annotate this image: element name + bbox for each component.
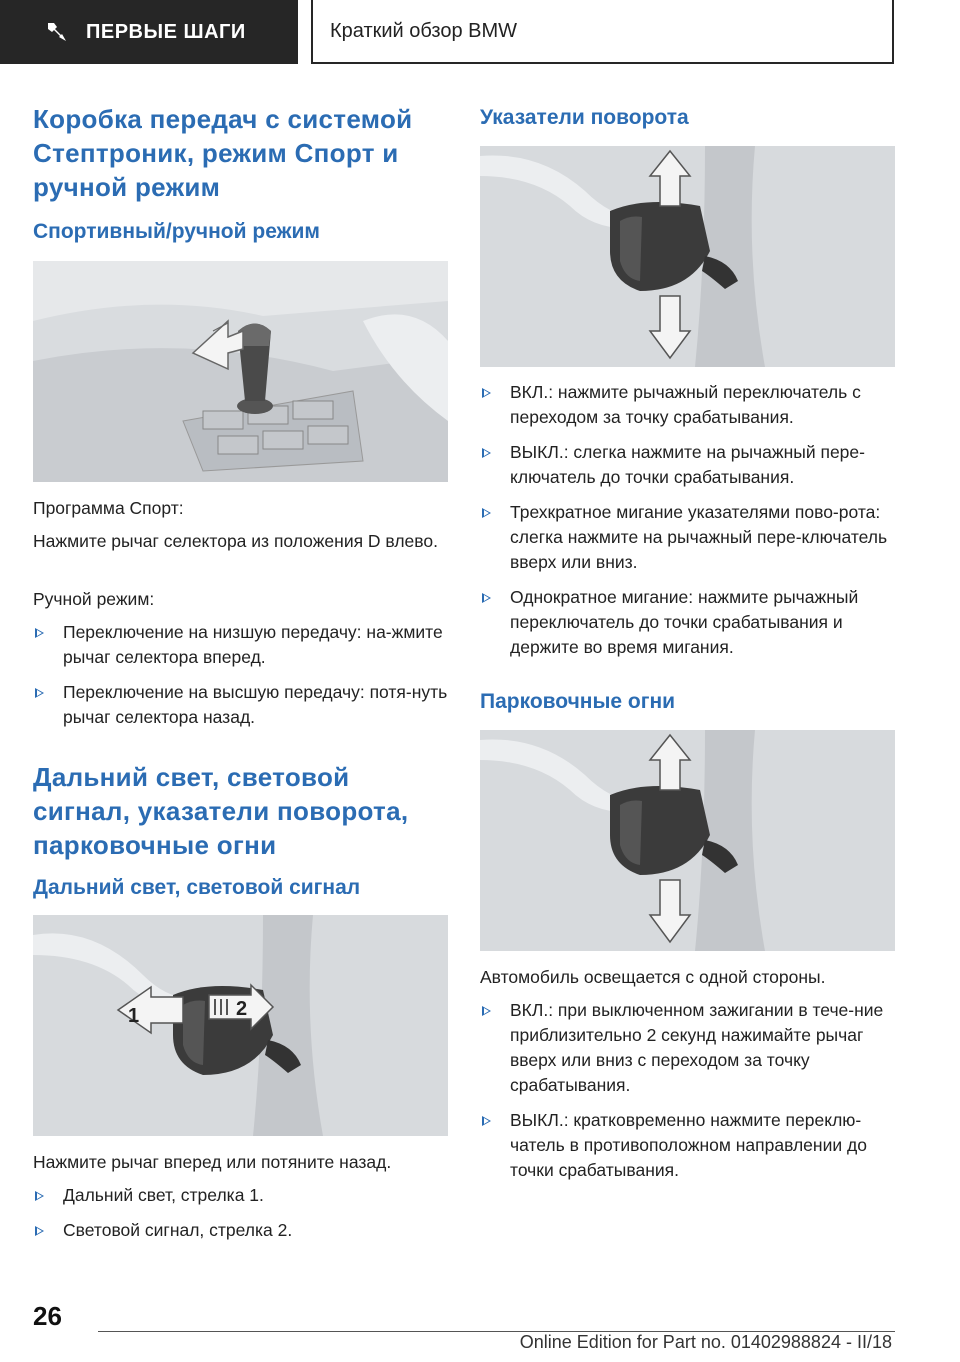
edition-label: Online Edition for Part no. 01402988824 - II/18 [519,1332,892,1352]
turn-lever-image [480,146,895,367]
bullet-icon [482,508,491,518]
bullet-icon [35,688,44,698]
bullet-icon [482,388,491,398]
bullet-icon [35,1226,44,1236]
bullet-icon [482,593,491,603]
manual-mode-label: Ручной режим: [33,589,155,609]
page-number: 26 [33,1301,62,1331]
list-item: Трехкратное мигание указателями пово-рота: слегка нажмите на рычажный пере-ключатель вверх или вниз. [480,500,895,575]
list-item: ВКЛ.: нажмите рычажный переключатель с переходом за точку срабатывания. [480,380,895,430]
list-item: ВКЛ.: при выключенном зажигании в тече-ние приблизительно 2 секунд нажимайте рычаг вверх или вниз с переходом за точку срабатывания. [480,998,895,1098]
list-item: Переключение на низшую передачу: на-жмите рычаг селектора вперед. [33,620,448,670]
gear-selector-image [33,261,448,482]
bullet-icon [35,628,44,638]
highbeam-lever-image [33,915,448,1136]
parking-lever-image [480,730,895,951]
sport-manual-heading: Спортивный/ручной режим [33,220,320,243]
list-item: ВЫКЛ.: кратковременно нажмите переклю-чатель в противоположном направлении до точки срабатывания. [480,1108,895,1183]
section-label: ПЕРВЫЕ ШАГИ [86,20,246,43]
chapter-tab [311,0,894,64]
bullet-icon [482,448,491,458]
highbeam-heading: Дальний свет, световой сигнал [33,876,361,899]
bullet-icon [35,1191,44,1201]
sport-instruction: Нажмите рычаг селектора из положения D влево. [33,531,438,551]
section-tab [0,0,298,64]
highbeam-list [33,1183,448,1253]
parking-list [480,998,895,1193]
wrench-icon [44,19,70,45]
highbeam-instruction: Нажмите рычаг вперед или потяните назад. [33,1152,392,1172]
turn-signal-heading: Указатели поворота [480,106,689,129]
list-item: ВЫКЛ.: слегка нажмите на рычажный пере-ключатель до точки срабатывания. [480,440,895,490]
lights-heading: Дальний свет, световой сигнал, указатели поворота, парковочные огни [33,762,409,860]
sport-program-label: Программа Спорт: [33,498,184,518]
list-item: Однократное мигание: нажмите рычажный переключатель до точки срабатывания и держите во время мигания. [480,585,895,660]
list-item: Световой сигнал, стрелка 2. [33,1218,448,1243]
bullet-icon [482,1006,491,1016]
turn-signal-list [480,380,895,670]
list-item: Дальний свет, стрелка 1. [33,1183,448,1208]
parking-lights-heading: Парковочные огни [480,690,676,713]
arrow-label: 1 [128,1005,140,1027]
arrow-label: 2 [236,998,248,1020]
parking-description: Автомобиль освещается с одной стороны. [480,967,826,987]
gearbox-heading: Коробка передач с системой Стептроник, режим Спорт и ручной режим [33,104,413,202]
manual-list [33,620,448,740]
chapter-label: Краткий обзор BMW [330,19,518,42]
list-item: Переключение на высшую передачу: потя-нуть рычаг селектора назад. [33,680,448,730]
bullet-icon [482,1116,491,1126]
